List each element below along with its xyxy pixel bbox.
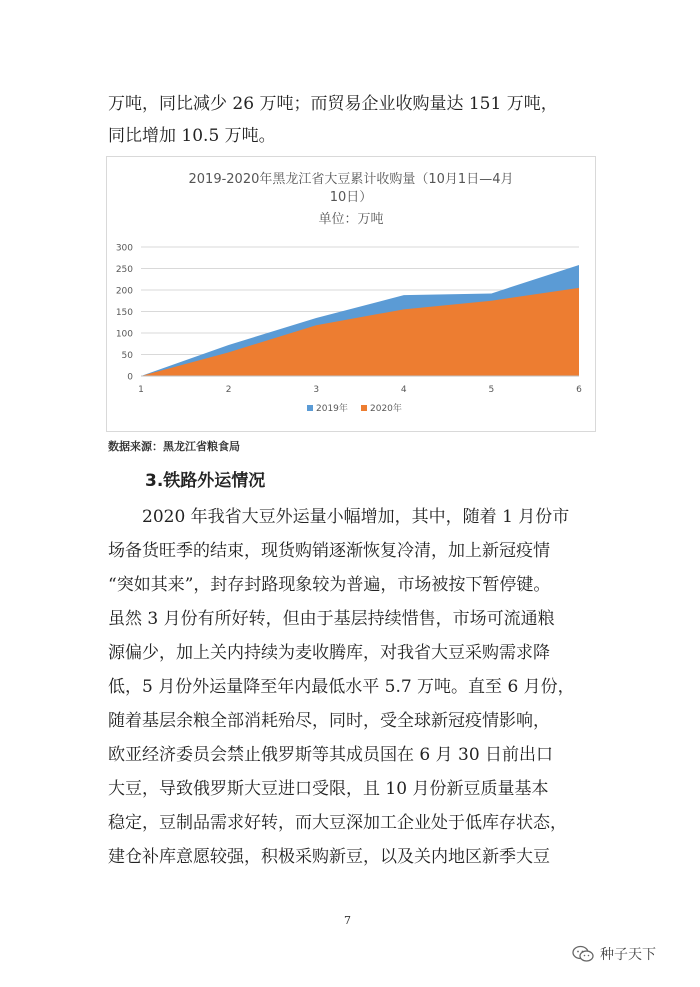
y-tick-label: 100: [115, 329, 133, 340]
legend-label-2: 2020年: [370, 404, 402, 414]
body-line-1: 2020 年我省大豆外运量小幅增加，其中，随着 1 月份市: [142, 507, 570, 527]
body-paragraph: [108, 500, 600, 874]
intro-paragraph: [108, 88, 600, 152]
watermark: [572, 944, 656, 964]
area-series-2: [141, 288, 579, 376]
watermark-text: 种子天下: [600, 947, 656, 963]
y-tick-label: 0: [127, 372, 133, 383]
x-tick-label: 1: [138, 385, 144, 395]
page-number: 7: [344, 914, 351, 927]
chart-canvas: [107, 157, 595, 431]
chart-title-line-1: 2019-2020年黑龙江省大豆累计收购量（10月1日—4月: [188, 172, 514, 187]
source-note: 数据来源：黑龙江省粮食局: [108, 440, 240, 453]
x-tick-label: 2: [225, 385, 232, 395]
legend-label-1: 2019年: [316, 404, 348, 414]
x-tick-label: 6: [576, 385, 582, 395]
body-line-5: 源偏少，加上关内持续为麦收腾库，对我省大豆采购需求降: [108, 643, 550, 663]
chart-title-line-2: 10日）: [329, 190, 373, 205]
x-tick-label: 5: [488, 385, 495, 395]
body-line-11: 建仓补库意愿较强，积极采购新豆，以及关内地区新季大豆: [108, 847, 550, 867]
x-tick-label: 3: [313, 385, 320, 395]
body-line-10: 稳定，豆制品需求好转，而大豆深加工企业处于低库存状态，: [108, 813, 567, 833]
area-chart: [106, 156, 596, 432]
y-tick-label: 250: [115, 265, 133, 275]
legend-swatch-2: [361, 405, 367, 411]
y-tick-label: 50: [121, 351, 133, 361]
body-line-3: “突如其来”，封存封路现象较为普遍，市场被按下暂停键。: [108, 575, 551, 595]
body-line-4: 虽然 3 月份有所好转，但由于基层持续惜售，市场可流通粮: [108, 609, 555, 629]
y-tick-label: 300: [115, 243, 133, 254]
section-heading: 3.铁路外运情况: [145, 471, 266, 491]
body-line-6: 低，5 月份外运量降至年内最低水平 5.7 万吨。直至 6 月份，: [108, 677, 575, 697]
y-tick-label: 150: [115, 308, 133, 318]
legend-swatch-1: [307, 405, 313, 411]
body-line-8: 欧亚经济委员会禁止俄罗斯等其成员国在 6 月 30 日前出口: [108, 745, 554, 765]
x-tick-label: 4: [400, 385, 407, 395]
body-line-7: 随着基层余粮全部消耗殆尽，同时，受全球新冠疫情影响，: [108, 711, 550, 731]
body-line-9: 大豆，导致俄罗斯大豆进口受限，且 10 月份新豆质量基本: [108, 779, 549, 799]
intro-line-2: 同比增加 10.5 万吨。: [108, 126, 276, 146]
intro-line-1: 万吨，同比减少 26 万吨；而贸易企业收购量达 151 万吨，: [108, 94, 558, 114]
body-line-2: 场备货旺季的结束，现货购销逐渐恢复冷清，加上新冠疫情: [108, 541, 550, 561]
y-tick-label: 200: [115, 286, 133, 297]
wechat-icon: [572, 945, 594, 963]
chart-title-line-3: 单位：万吨: [318, 212, 384, 227]
